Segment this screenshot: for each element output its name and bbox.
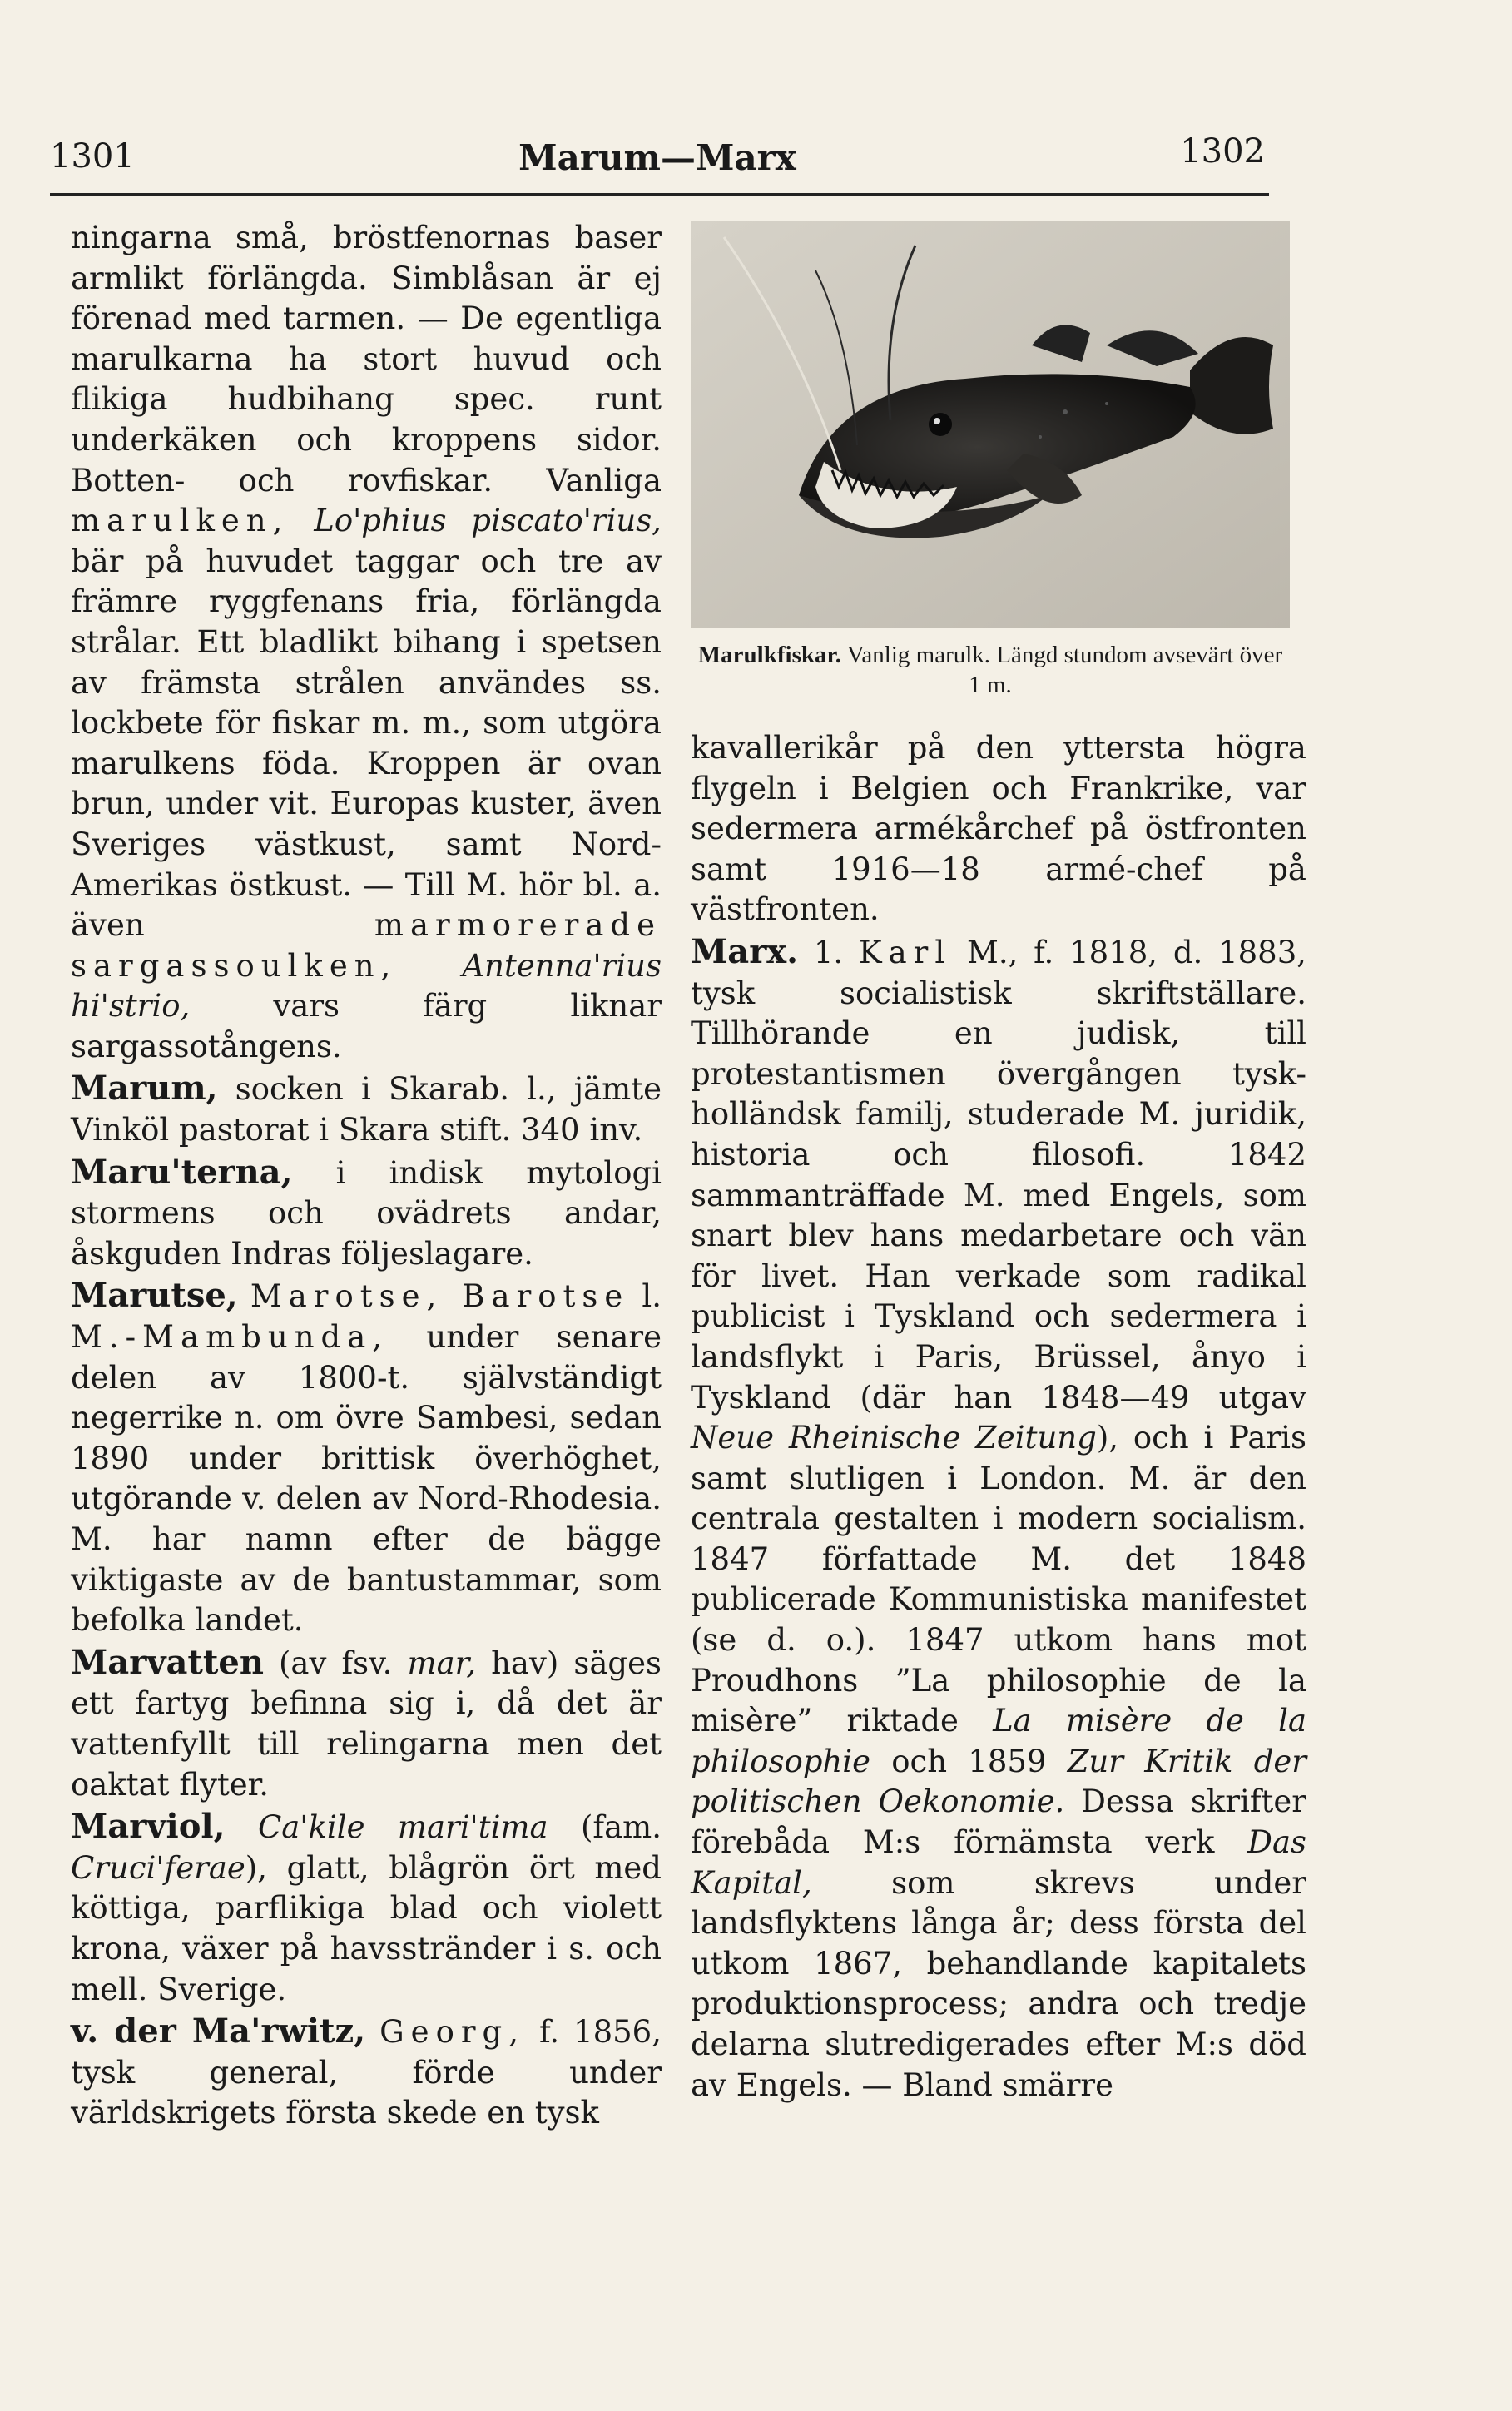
entry-marvatten: Marvatten (av fsv. mar, hav) säges ett fartyg befinna sig i, då det är vattenfyllt till relingarna men det oaktat flyter.: [71, 1642, 662, 1803]
caption-text: Vanlig marulk. Längd stundom avsevärt över 1 m.: [846, 642, 1283, 698]
headword-marviol: Marviol,: [71, 1807, 226, 1847]
page-number-right: 1302: [1180, 132, 1265, 171]
header-rule: [50, 193, 1269, 196]
entry-marx: Marx. 1. Karl M., f. 1818, d. 1883, tysk socialistisk skriftställare. Tillhörande en judisk, till protestantismen övergången tysk-holländsk familj, studerade M. juridik, historia och filosofi. 1842 sammanträffade M. med Engels, som snart blev hans medarbetare och vän för livet. Han verkade som radikal publicist i Tyskland och sedermera i landsflykt i Paris, Brüssel, ånyo i Tyskland (där han 1848—49 utgav Neue Rheinische Zeitung), och i Paris samt slutligen i London. M. är den centrala gestalten i modern socialism. 1847 författade M. det 1848 publicerade Kommunistiska manifestet (se d. o.). 1847 utkom hans mot Proudhons ”La philosophie de la misère” riktade La misère de la philosophie och 1859 Zur Kritik der politischen Oekonomie. Dessa skrifter förebåda M:s förnämsta verk Das Kapital, som skrevs under landsflyktens långa år; dess första del utkom 1867, behandlande kapitalets produktionsprocess; andra och tredje delarna slutredigerades efter M:s död av Engels. — Bland smärre: [691, 931, 1306, 2103]
entry-marwitz-continued: kavallerikår på den yttersta högra flygeln i Belgien och Frankrike, var sedermera armékårchef på östfronten samt 1916—18 armé-chef på västfronten.: [691, 730, 1306, 928]
headword-marvatten: Marvatten: [71, 1642, 264, 1682]
right-column: [691, 728, 1306, 2106]
entry-maruterna: Maru'terna, i indisk mytologi stormens och ovädrets andar, åskguden Indras följeslagare.: [71, 1152, 662, 1272]
figure: [691, 221, 1290, 700]
headword-marum: Marum,: [71, 1069, 218, 1109]
page-number-left: 1301: [50, 137, 135, 176]
headword-marwitz: v. der Ma'rwitz,: [71, 2012, 366, 2051]
headword-maruterna: Maru'terna,: [71, 1152, 293, 1192]
page-title: Marum—Marx: [518, 137, 796, 178]
anglerfish-illustration: [691, 221, 1290, 628]
running-head: [50, 132, 1265, 187]
entry-marwitz: v. der Ma'rwitz, Georg, f. 1856, tysk general, förde under världskrigets första skede en tysk: [71, 2012, 662, 2131]
entry-marum: Marum, socken i Skarab. l., jämte Vinköl pastorat i Skara stift. 340 inv.: [71, 1069, 662, 1148]
figure-caption: [691, 640, 1290, 700]
entry-marviol: Marviol, Ca'kile mari'tima (fam. Cruci'ferae), glatt, blågrön ört med köttiga, parflikiga blad och violett krona, växer på havsstränder i s. och mell. Sverige.: [71, 1807, 662, 2007]
entry-marulk-continued: ningarna små, bröstfenornas baser armlikt förlängda. Simblåsan är ej förenad med tarmen. — De egentliga marulkarna ha stort huvud och flikiga hudbihang spec. runt underkäken och kroppens sidor. Botten- och rovfiskar. Vanliga marulken, Lo'phius piscato'rius, bär på huvudet taggar och tre av främre ryggfenans fria, förlängda strålar. Ett bladlikt bihang i spetsen av främsta strålen användes ss. lockbete för fiskar m. m., som utgöra marulkens föda. Kroppen är ovan brun, under vit. Europas kuster, även Sveriges västkust, samt Nord-Amerikas östkust. — Till M. hör bl. a. även marmorerade sargassoulken, Antenna'rius hi'strio, vars färg liknar sargassotångens.: [71, 220, 662, 1064]
headword-marx: Marx.: [691, 931, 799, 971]
caption-title: Marulkfiskar.: [697, 642, 841, 668]
left-column: [71, 218, 662, 2134]
entry-marutse: Marutse, Marotse, Barotse l. M.-Mambunda, under senare delen av 1800-t. självständigt negerrike n. om övre Sambesi, sedan 1890 under brittisk överhöghet, utgörande v. delen av Nord-Rhodesia. M. har namn efter de bägge viktigaste av de bantustammar, som befolka landet.: [71, 1276, 662, 1639]
headword-marutse: Marutse,: [71, 1276, 238, 1316]
